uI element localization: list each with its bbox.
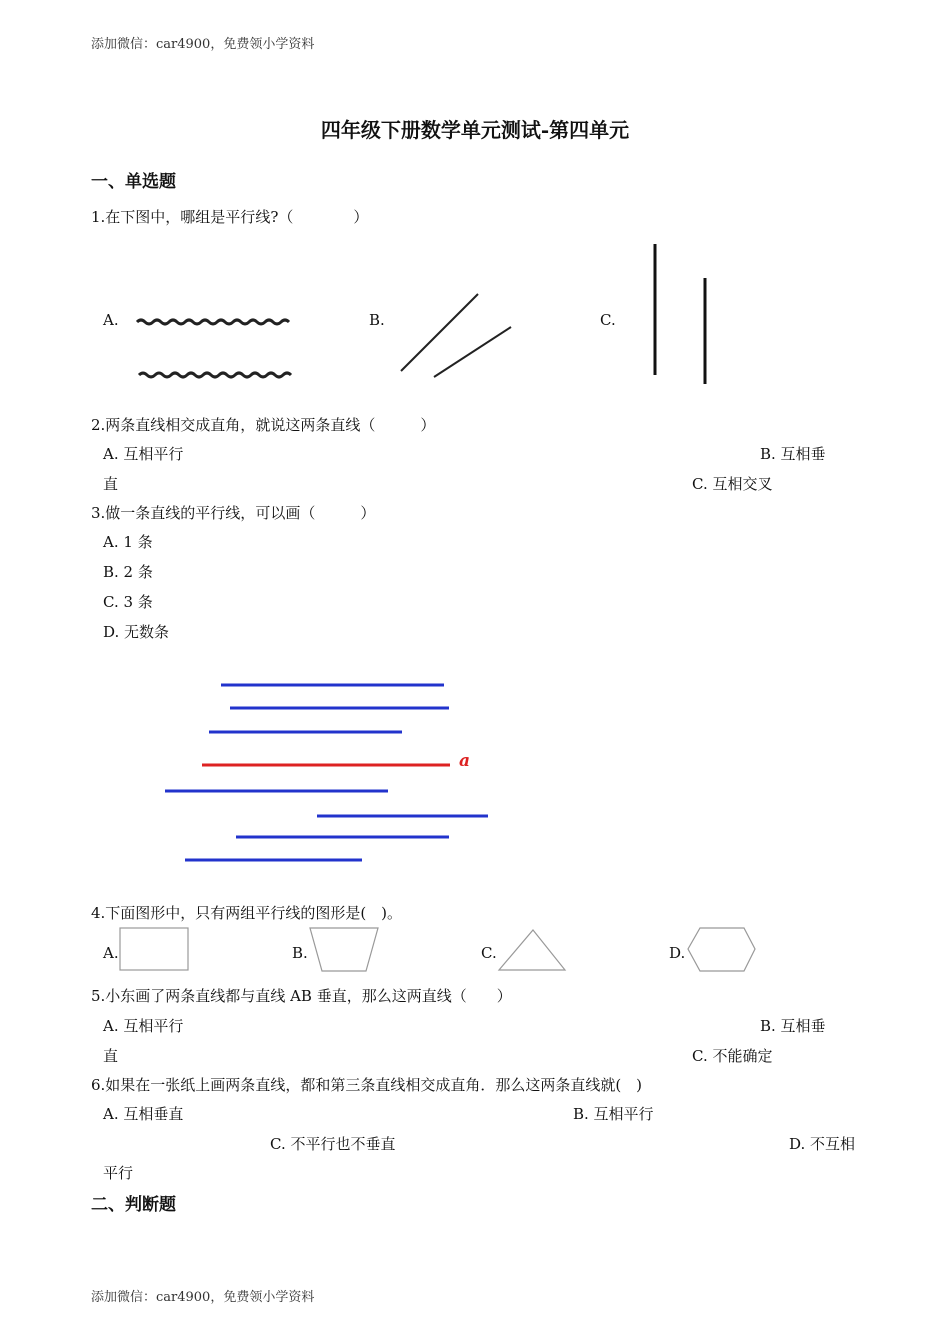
q4-triangle-shape — [497, 928, 569, 972]
q6-option-d: D. 不互相 — [789, 1135, 856, 1153]
q1-option-a-label: A. — [103, 311, 119, 329]
q4-rectangle-shape — [119, 926, 191, 972]
q1-figure-slanted-lines — [395, 290, 520, 385]
q5-option-b-continued: 直 — [103, 1047, 119, 1065]
page-footer: 添加微信：car4900，免费领小学资料 — [91, 1290, 315, 1305]
q3-figure-parallel-lines — [160, 675, 500, 870]
q2-option-a: A. 互相平行 — [103, 445, 184, 463]
q4-option-d-label: D. — [669, 944, 686, 962]
question-4: 4.下面图形中，只有两组平行线的图形是( )。 — [91, 904, 403, 922]
q5-option-b: B. 互相垂 — [760, 1017, 826, 1035]
q2-option-b-continued: 直 — [103, 475, 119, 493]
q1-option-c-label: C. — [600, 311, 616, 329]
question-3: 3.做一条直线的平行线，可以画（ ） — [91, 504, 376, 522]
q3-option-a: A. 1 条 — [103, 533, 153, 551]
question-5: 5.小东画了两条直线都与直线 AB 垂直，那么这两直线（ ） — [91, 987, 512, 1005]
q2-option-b: B. 互相垂 — [760, 445, 826, 463]
q3-figure-line-label: a — [459, 751, 471, 771]
q3-option-b: B. 2 条 — [103, 563, 153, 581]
q6-option-d-continued: 平行 — [103, 1164, 134, 1182]
q4-trapezoid-shape — [308, 926, 380, 974]
question-2: 2.两条直线相交成直角，就说这两条直线（ ） — [91, 416, 436, 434]
q5-option-c: C. 不能确定 — [692, 1047, 773, 1065]
q4-option-a-label: A. — [103, 944, 119, 962]
question-1: 1.在下图中，哪组是平行线?（ ） — [91, 208, 369, 226]
page-header: 添加微信：car4900，免费领小学资料 — [91, 37, 315, 52]
document-title: 四年级下册数学单元测试-第四单元 — [320, 118, 630, 142]
q3-option-d: D. 无数条 — [103, 623, 170, 641]
q1-option-b-label: B. — [369, 311, 385, 329]
q4-hexagon-shape — [686, 926, 758, 974]
q6-option-a: A. 互相垂直 — [103, 1105, 184, 1123]
q4-option-c-label: C. — [481, 944, 497, 962]
q1-figure-wavy-lines — [130, 310, 300, 390]
q6-option-c: C. 不平行也不垂直 — [270, 1135, 396, 1153]
section-single-choice: 一、单选题 — [91, 172, 176, 192]
q1-figure-vertical-lines — [645, 240, 715, 390]
q5-option-a: A. 互相平行 — [103, 1017, 184, 1035]
section-true-false: 二、判断题 — [91, 1195, 176, 1215]
q4-option-b-label: B. — [292, 944, 308, 962]
question-6: 6.如果在一张纸上画两条直线，都和第三条直线相交成直角．那么这两条直线就( ) — [91, 1076, 643, 1094]
q3-option-c: C. 3 条 — [103, 593, 153, 611]
q2-option-c: C. 互相交叉 — [692, 475, 773, 493]
q6-option-b: B. 互相平行 — [573, 1105, 654, 1123]
